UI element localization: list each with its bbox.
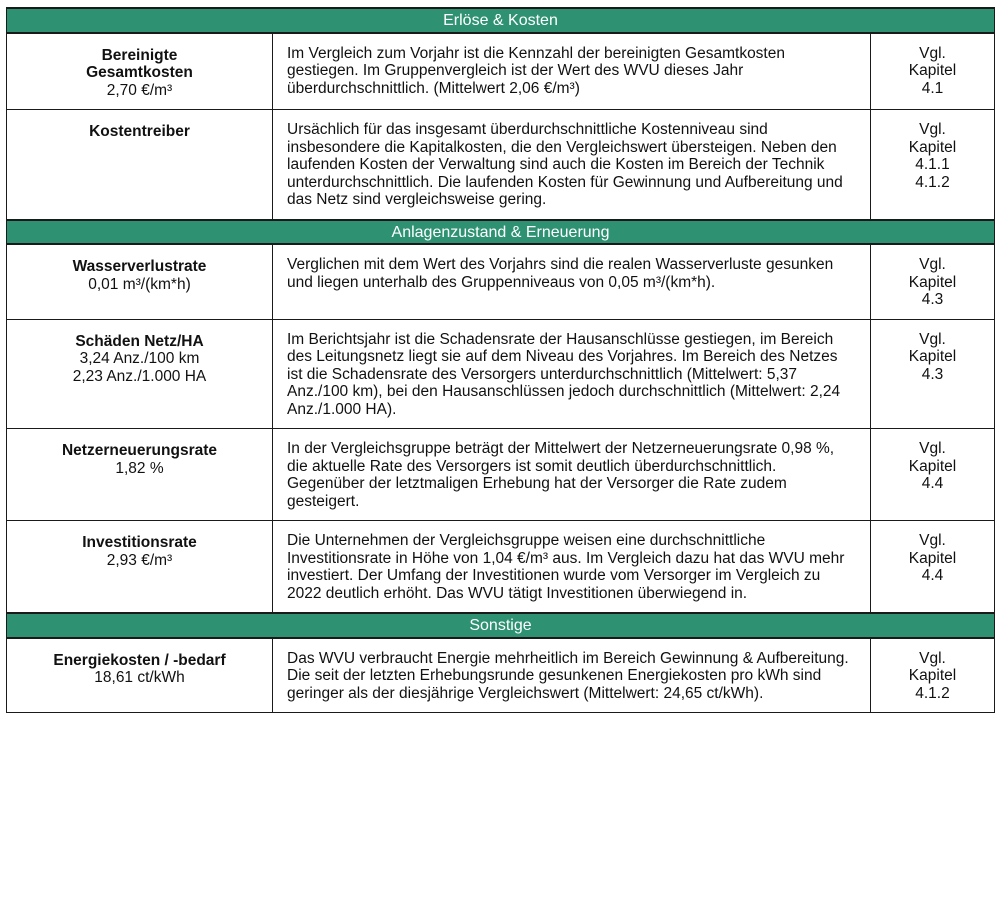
table-row: [7, 638, 995, 713]
kpi-label-cell: [7, 244, 273, 319]
kpi-label-cell: [7, 521, 273, 614]
kpi-value: 18,61 ct/kWh: [94, 669, 185, 686]
chapter-reference: Vgl.: [919, 440, 946, 457]
chapter-reference: Kapitel: [908, 348, 957, 365]
section-title: Erlöse & Kosten: [7, 8, 995, 33]
chapter-reference: 4.3: [921, 365, 944, 383]
chapter-reference: Kapitel: [908, 667, 957, 684]
chapter-reference: 4.1.2: [915, 173, 950, 191]
table-row: [7, 521, 995, 614]
kpi-name: Energiekosten / -bedarf: [53, 651, 226, 669]
chapter-reference: Vgl.: [919, 532, 946, 549]
chapter-reference-cell: [871, 33, 995, 110]
chapter-reference-cell: [871, 110, 995, 220]
chapter-reference: Kapitel: [908, 138, 957, 156]
table-body: [7, 8, 995, 713]
table-row: [7, 244, 995, 319]
table-row: [7, 319, 995, 429]
kpi-description: Im Vergleich zum Vorjahr ist die Kennzahl der bereinigten Gesamtkosten gestiegen. Im Gruppenvergleich ist der Wert des WVU dieses Jahr überdurchschnittlich. (Mittelwert 2,06 €/m³): [273, 33, 871, 110]
chapter-reference: Kapitel: [908, 62, 957, 79]
kpi-label-cell: [7, 638, 273, 713]
kpi-name: Bereinigte: [101, 46, 178, 64]
chapter-reference: 4.1: [921, 79, 944, 97]
table-row: [7, 429, 995, 521]
section-title: Anlagenzustand & Erneuerung: [7, 220, 995, 245]
kpi-description: Im Berichtsjahr ist die Schadensrate der Hausanschlüsse gestiegen, im Bereich des Leitungsnetz liegt sie auf dem Niveau des Vorjahres. Im Bereich des Netzes ist die Schadensrate des Versorgers unterdurchschnittlich (Mittelwert: 5,37 Anz./100 km), bei den Hausanschlüssen jedoch durchschnittlich (Mittelwert: 2,24 Anz./1.000 HA).: [273, 319, 871, 429]
chapter-reference: Kapitel: [908, 549, 957, 567]
kpi-name: Investitionsrate: [82, 534, 197, 551]
chapter-reference-cell: [871, 244, 995, 319]
kpi-label-cell: [7, 33, 273, 110]
kpi-value: 2,70 €/m³: [106, 81, 173, 99]
kpi-description: Verglichen mit dem Wert des Vorjahrs sind die realen Wasserverluste gesunken und liegen unterhalb des Gruppenniveaus von 0,05 m³/(km*h).: [273, 244, 871, 319]
chapter-reference: 4.4: [921, 475, 944, 492]
chapter-reference: Vgl.: [919, 44, 946, 62]
kpi-value: 3,24 Anz./100 km: [79, 350, 200, 367]
chapter-reference-cell: [871, 319, 995, 429]
kpi-name: Kostentreiber: [89, 123, 190, 140]
kpi-label-cell: [7, 319, 273, 429]
chapter-reference: 4.1.1: [915, 156, 950, 173]
chapter-reference-cell: [871, 638, 995, 713]
table-row: [7, 33, 995, 110]
chapter-reference: 4.3: [921, 291, 944, 308]
kpi-description: Das WVU verbraucht Energie mehrheitlich im Bereich Gewinnung & Aufbereitung. Die seit der letzten Erhebungsrunde gesunkenen Energiekosten pro kWh sind geringer als der diesjährige Vergleichswert (Mittelwert: 24,65 ct/kWh).: [273, 638, 871, 713]
kpi-description: Ursächlich für das insgesamt überdurchschnittliche Kostenniveau sind insbesondere die Kapitalkosten, die den Vergleichswert übersteigen. Neben den laufenden Kosten der Verwaltung sind auch die Kosten im Bereich der Technik unterdurchschnittlich. Die laufenden Kosten für Gewinnung und Aufbereitung und das Netz sind vergleichsweise gering.: [273, 110, 871, 220]
chapter-reference: Vgl.: [919, 649, 946, 667]
chapter-reference-cell: [871, 521, 995, 614]
section-title: Sonstige: [7, 613, 995, 638]
kpi-description: In der Vergleichsgruppe beträgt der Mittelwert der Netzerneuerungsrate 0,98 %, die aktuelle Rate des Versorgers ist somit deutlich überdurchschnittlich. Gegenüber der letztmaligen Erhebung hat der Versorger die Rate zudem gesteigert.: [273, 429, 871, 521]
chapter-reference: Vgl.: [919, 121, 946, 138]
section-header-row: [7, 220, 995, 245]
table-row: [7, 110, 995, 220]
chapter-reference: 4.4: [921, 567, 944, 584]
kpi-summary-table: [6, 7, 995, 713]
kpi-value: 0,01 m³/(km*h): [88, 275, 191, 293]
chapter-reference-cell: [871, 429, 995, 521]
kpi-summary-table-container: [6, 7, 994, 713]
kpi-description: Die Unternehmen der Vergleichsgruppe weisen eine durchschnittliche Investitionsrate in Höhe von 1,04 €/m³ aus. Im Vergleich dazu hat das WVU mehr investiert. Der Umfang der Investitionen wurde vom Versorger im Vergleich zu 2022 deutlich erhöht. Das WVU tätigt Investitionen überwiegend in.: [273, 521, 871, 614]
chapter-reference: Vgl.: [919, 256, 946, 273]
chapter-reference: Vgl.: [919, 330, 946, 348]
kpi-name: Gesamtkosten: [86, 64, 193, 81]
section-header-row: [7, 613, 995, 638]
kpi-label-cell: [7, 110, 273, 220]
kpi-name: Schäden Netz/HA: [75, 332, 204, 350]
section-header-row: [7, 8, 995, 33]
chapter-reference: Kapitel: [908, 273, 957, 291]
kpi-name: Netzerneuerungsrate: [61, 442, 218, 459]
chapter-reference: Kapitel: [908, 457, 957, 475]
kpi-value: 2,93 €/m³: [106, 551, 173, 569]
kpi-name: Wasserverlustrate: [72, 258, 207, 275]
chapter-reference: 4.1.2: [915, 684, 950, 702]
kpi-label-cell: [7, 429, 273, 521]
kpi-value: 1,82 %: [115, 459, 164, 477]
kpi-value: 2,23 Anz./1.000 HA: [72, 367, 207, 385]
